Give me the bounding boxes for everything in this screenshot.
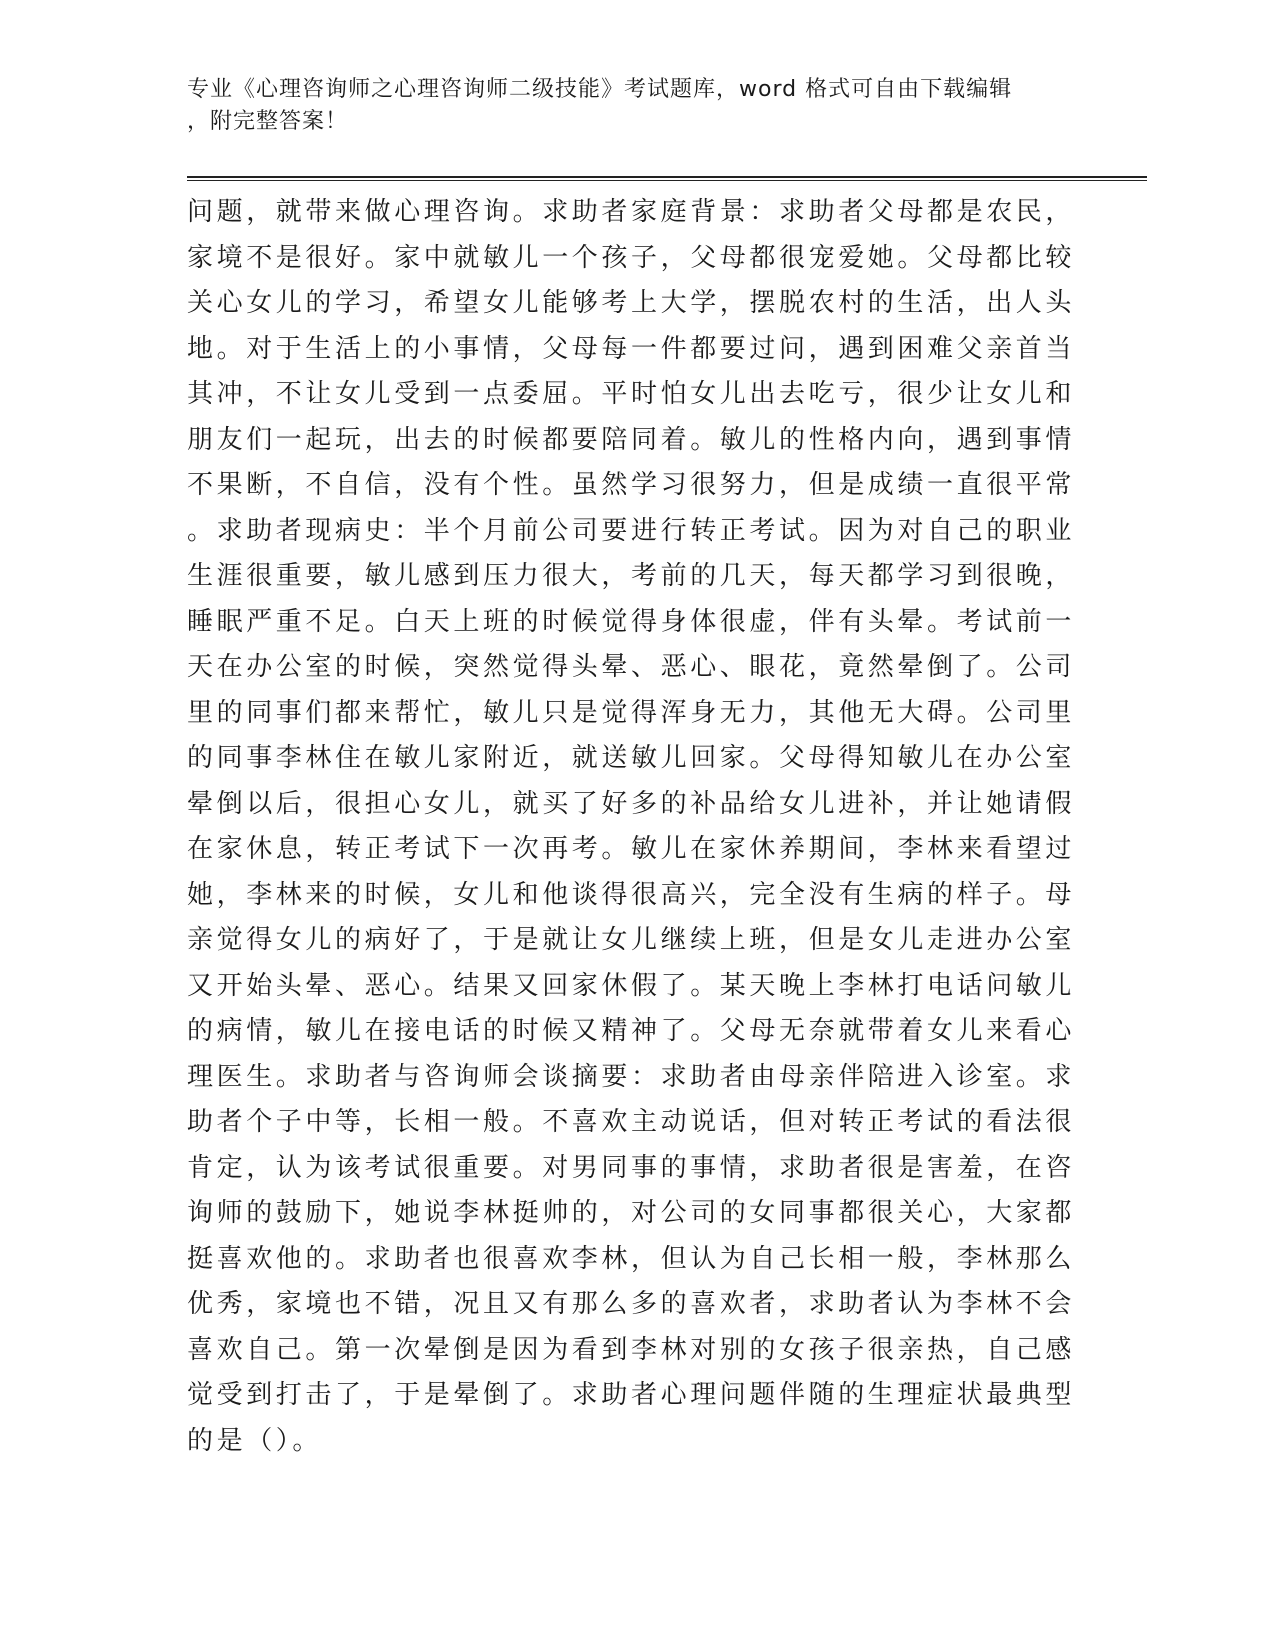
body-line: 关心女儿的学习，希望女儿能够考上大学，摆脱农村的生活，出人头: [187, 288, 1076, 318]
body-line: 她，李林来的时候，女儿和他谈得很高兴，完全没有生病的样子。母: [187, 879, 1076, 910]
body-line: 生涯很重要，敏儿感到压力很大，考前的几天，每天都学习到很晚，: [187, 561, 1076, 591]
body-line: 的病情，敏儿在接电话的时候又精神了。父母无奈就带着女儿来看心: [187, 1016, 1076, 1046]
body-line: 。求助者现病史：半个月前公司要进行转正考试。因为对自己的职业: [187, 515, 1076, 546]
body-line: 在家休息，转正考试下一次再考。敏儿在家休养期间，李林来看望过: [187, 834, 1076, 864]
header-divider: [187, 176, 1147, 181]
body-line: 觉受到打击了，于是晕倒了。求助者心理问题伴随的生理症状最典型: [187, 1380, 1076, 1410]
body-line: 不果断，不自信，没有个性。虽然学习很努力，但是成绩一直很平常: [187, 470, 1076, 500]
body-line: 助者个子中等，长相一般。不喜欢主动说话，但对转正考试的看法很: [187, 1107, 1076, 1137]
body-line: 里的同事们都来帮忙，敏儿只是觉得浑身无力，其他无大碍。公司里: [187, 697, 1076, 728]
body-line: 朋友们一起玩，出去的时候都要陪同着。敏儿的性格内向，遇到事情: [187, 424, 1076, 455]
body-line: 亲觉得女儿的病好了，于是就让女儿继续上班，但是女儿走进办公室: [187, 925, 1076, 955]
body-line: 优秀，家境也不错，况且又有那么多的喜欢者，求助者认为李林不会: [187, 1289, 1076, 1319]
body-line: 家境不是很好。家中就敏儿一个孩子，父母都很宠爱她。父母都比较: [187, 242, 1076, 273]
body-line: 喜欢自己。第一次晕倒是因为看到李林对别的女孩子很亲热，自己感: [187, 1334, 1076, 1365]
body-line: 天在办公室的时候，突然觉得头晕、恶心、眼花，竟然晕倒了。公司: [187, 652, 1076, 682]
body-line: 其冲，不让女儿受到一点委屈。平时怕女儿出去吃亏，很少让女儿和: [187, 379, 1076, 409]
body-line: 睡眠严重不足。白天上班的时候觉得身体很虚，伴有头晕。考试前一: [187, 606, 1076, 637]
body-line: 询师的鼓励下，她说李林挺帅的，对公司的女同事都很关心，大家都: [187, 1198, 1076, 1228]
question-body: [187, 190, 1076, 1464]
body-line: 理医生。求助者与咨询师会谈摘要：求助者由母亲伴陪进入诊室。求: [187, 1061, 1076, 1092]
header-line: ，附完整答案！: [187, 109, 349, 134]
page-header: [187, 74, 1067, 138]
header-line: 专业《心理咨询师之心理咨询师二级技能》考试题库，word 格式可自由下载编辑: [187, 77, 1013, 102]
body-line: 的是（）。: [187, 1425, 323, 1456]
body-line: 地。对于生活上的小事情，父母每一件都要过问，遇到困难父亲首当: [187, 333, 1076, 364]
body-line: 问题，就带来做心理咨询。求助者家庭背景：求助者父母都是农民，: [187, 197, 1076, 227]
body-line: 的同事李林住在敏儿家附近，就送敏儿回家。父母得知敏儿在办公室: [187, 743, 1076, 773]
body-line: 肯定，认为该考试很重要。对男同事的事情，求助者很是害羞，在咨: [187, 1152, 1076, 1183]
body-line: 挺喜欢他的。求助者也很喜欢李林，但认为自己长相一般，李林那么: [187, 1243, 1076, 1274]
body-line: 晕倒以后，很担心女儿，就买了好多的补品给女儿进补，并让她请假: [187, 788, 1076, 819]
body-line: 又开始头晕、恶心。结果又回家休假了。某天晚上李林打电话问敏儿: [187, 970, 1076, 1001]
